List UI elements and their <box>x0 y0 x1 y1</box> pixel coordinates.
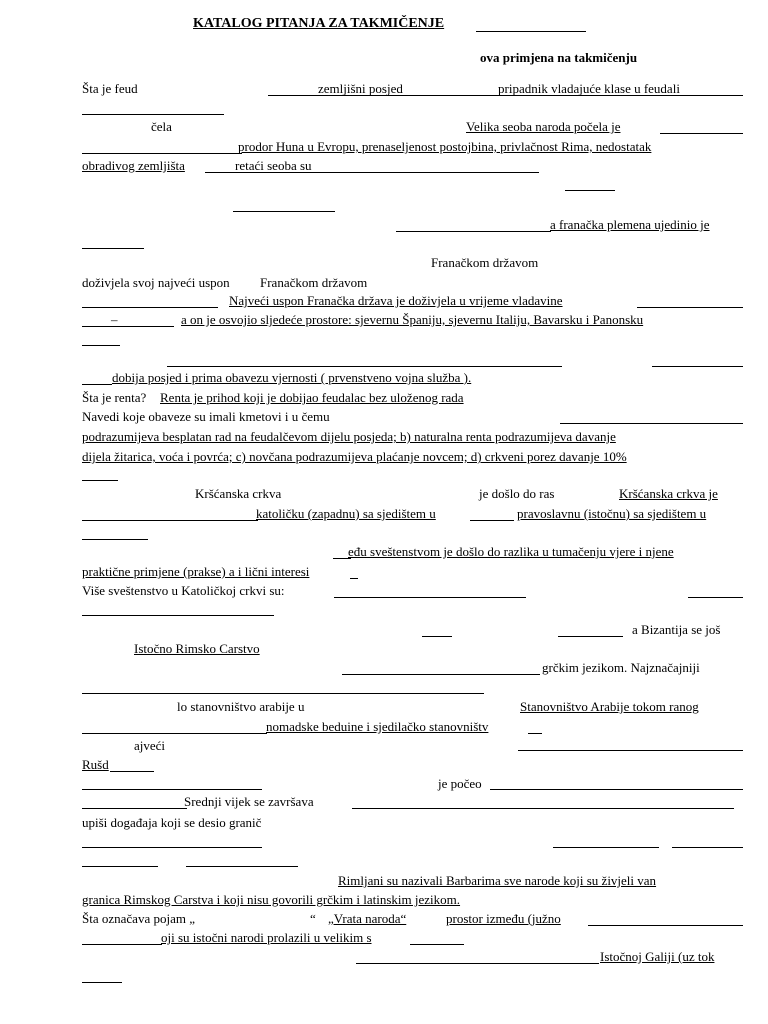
question-text: Kršćanska crkva <box>195 486 282 501</box>
answer-text: Istočnoj Galiji (uz tok <box>600 949 715 964</box>
answer-line <box>334 597 526 598</box>
answer-line <box>560 423 743 424</box>
answer-line <box>352 808 734 809</box>
answer-text: – <box>111 312 118 327</box>
document-title: KATALOG PITANJA ZA TAKMIČENJE <box>193 16 445 31</box>
answer-line <box>356 963 599 964</box>
answer-line <box>82 615 274 616</box>
answer-line <box>82 789 262 790</box>
answer-line <box>528 733 542 734</box>
answer-line <box>82 866 158 867</box>
answer-text: a franačka plemena ujedinio je <box>550 217 710 232</box>
answer-text: „Vrata naroda“ <box>328 911 407 926</box>
answer-text: katoličku (zapadnu) sa sjedištem u <box>256 506 436 521</box>
answer-line <box>82 153 242 154</box>
answer-line <box>82 733 267 734</box>
answer-text: dijela žitarica, voća i povrća; c) novčana podrazumijeva plaćanje novcem; d) crkveni porez davanje 10% <box>82 449 627 464</box>
question-text: lo stanovništvo arabije u <box>177 699 305 714</box>
answer-text: Stanovništvo Arabije tokom ranog <box>520 699 699 714</box>
answer-line <box>82 693 484 694</box>
question-text: Srednji vijek se završava <box>184 794 314 809</box>
answer-text: pravoslavnu (istočnu) sa sjedištem u <box>517 506 707 521</box>
answer-line <box>82 480 118 481</box>
answer-text: Rimljani su nazivali Barbarima sve narode koji su živjeli van <box>338 873 657 888</box>
answer-text: nomadske beduine i sjedilačko stanovništv <box>266 719 489 734</box>
answer-line <box>82 345 120 346</box>
answer-line <box>82 307 218 308</box>
question-text: čela <box>151 119 172 134</box>
question-text: “ <box>310 911 316 926</box>
answer-line <box>470 520 514 521</box>
answer-text: Najveći uspon Franačka država je doživjela u vrijeme vladavine <box>229 293 563 308</box>
answer-line <box>565 190 615 191</box>
answer-line <box>82 114 224 115</box>
question-text: Franačkom državom <box>260 275 368 290</box>
answer-line <box>82 248 144 249</box>
answer-line <box>660 133 743 134</box>
answer-line <box>82 520 258 521</box>
answer-text: Velika seoba naroda počela je <box>466 119 621 134</box>
answer-line <box>588 925 743 926</box>
answer-text: praktične primjene (prakse) a i lični interesi <box>82 564 310 579</box>
answer-text: eđu sveštenstvom je došlo do razlika u tumačenju vjere i njene <box>348 544 674 559</box>
answer-line <box>652 366 743 367</box>
answer-line <box>490 789 743 790</box>
answer-text: a on je osvojio sljedeće prostore: sjevernu Španiju, sjevernu Italiju, Bavarsku i Panonsku <box>181 312 644 327</box>
answer-line <box>410 944 464 945</box>
answer-text: obradivog zemljišta <box>82 158 185 173</box>
question-text: doživjela svoj najveći uspon <box>82 275 230 290</box>
question-text: Navedi koje obaveze su imali kmetovi i u čemu <box>82 409 330 424</box>
question-text: je došlo do ras <box>479 486 555 501</box>
answer-line <box>82 384 112 385</box>
answer-text: pripadnik vladajuće klase u feudali <box>498 81 680 96</box>
answer-text: prodor Huna u Evropu, prenaseljenost postojbina, privlačnost Rima, nedostatak <box>238 139 652 154</box>
answer-text: Renta je prihod koji je dobijao feudalac bez uloženog rada <box>160 390 464 405</box>
answer-line <box>553 847 659 848</box>
answer-text: granica Rimskog Carstva i koji nisu govorili grčkim i latinskim jezikom. <box>82 892 461 907</box>
question-text: retaći seoba su <box>235 158 312 173</box>
answer-text: dobija posjed i prima obavezu vjernosti ( prvenstveno vojna služba ). <box>112 370 472 385</box>
answer-line <box>422 636 452 637</box>
answer-line <box>82 326 174 327</box>
answer-line <box>82 539 148 540</box>
question-text: Franačkom državom <box>431 255 539 270</box>
answer-line <box>82 982 122 983</box>
question-text: Šta označava pojam „ <box>82 911 195 926</box>
answer-line <box>672 847 743 848</box>
answer-line <box>558 636 623 637</box>
answer-text: zemljišni posjed <box>318 81 403 96</box>
answer-line <box>396 231 551 232</box>
answer-line <box>637 307 743 308</box>
blank-line <box>476 31 586 32</box>
answer-line <box>350 578 358 579</box>
question-text: ajveći <box>134 738 166 753</box>
question-text: a Bizantija se još <box>632 622 721 637</box>
question-text: upiši događaja koji se desio granič <box>82 815 262 830</box>
answer-text: podrazumijeva besplatan rad na feudalčevom dijelu posjeda; b) naturalna renta podrazumijeva davanje <box>82 429 616 444</box>
answer-line <box>688 597 743 598</box>
question-text: Šta je feud <box>82 81 138 96</box>
question-text: grčkim jezikom. Najznačajniji <box>542 660 700 675</box>
question-text: Više sveštenstvo u Katoličkoj crkvi su: <box>82 583 285 598</box>
answer-line <box>342 674 540 675</box>
answer-text: Istočno Rimsko Carstvo <box>134 641 260 656</box>
question-text: Šta je renta? <box>82 390 147 405</box>
answer-text: prostor između (južno <box>446 911 561 926</box>
answer-text: Rušd <box>82 757 109 772</box>
answer-line <box>167 366 562 367</box>
document-subtitle: ova primjena na takmičenju <box>480 50 638 65</box>
answer-line <box>82 808 187 809</box>
question-text: je počeo <box>438 776 482 791</box>
answer-line <box>110 771 154 772</box>
answer-line <box>82 847 262 848</box>
answer-line <box>205 172 539 173</box>
answer-text: oji su istočni narodi prolazili u velikim s <box>161 930 372 945</box>
answer-text: Kršćanska crkva je <box>619 486 718 501</box>
answer-line <box>82 944 162 945</box>
answer-line <box>518 750 743 751</box>
answer-line <box>186 866 298 867</box>
answer-line <box>233 211 335 212</box>
